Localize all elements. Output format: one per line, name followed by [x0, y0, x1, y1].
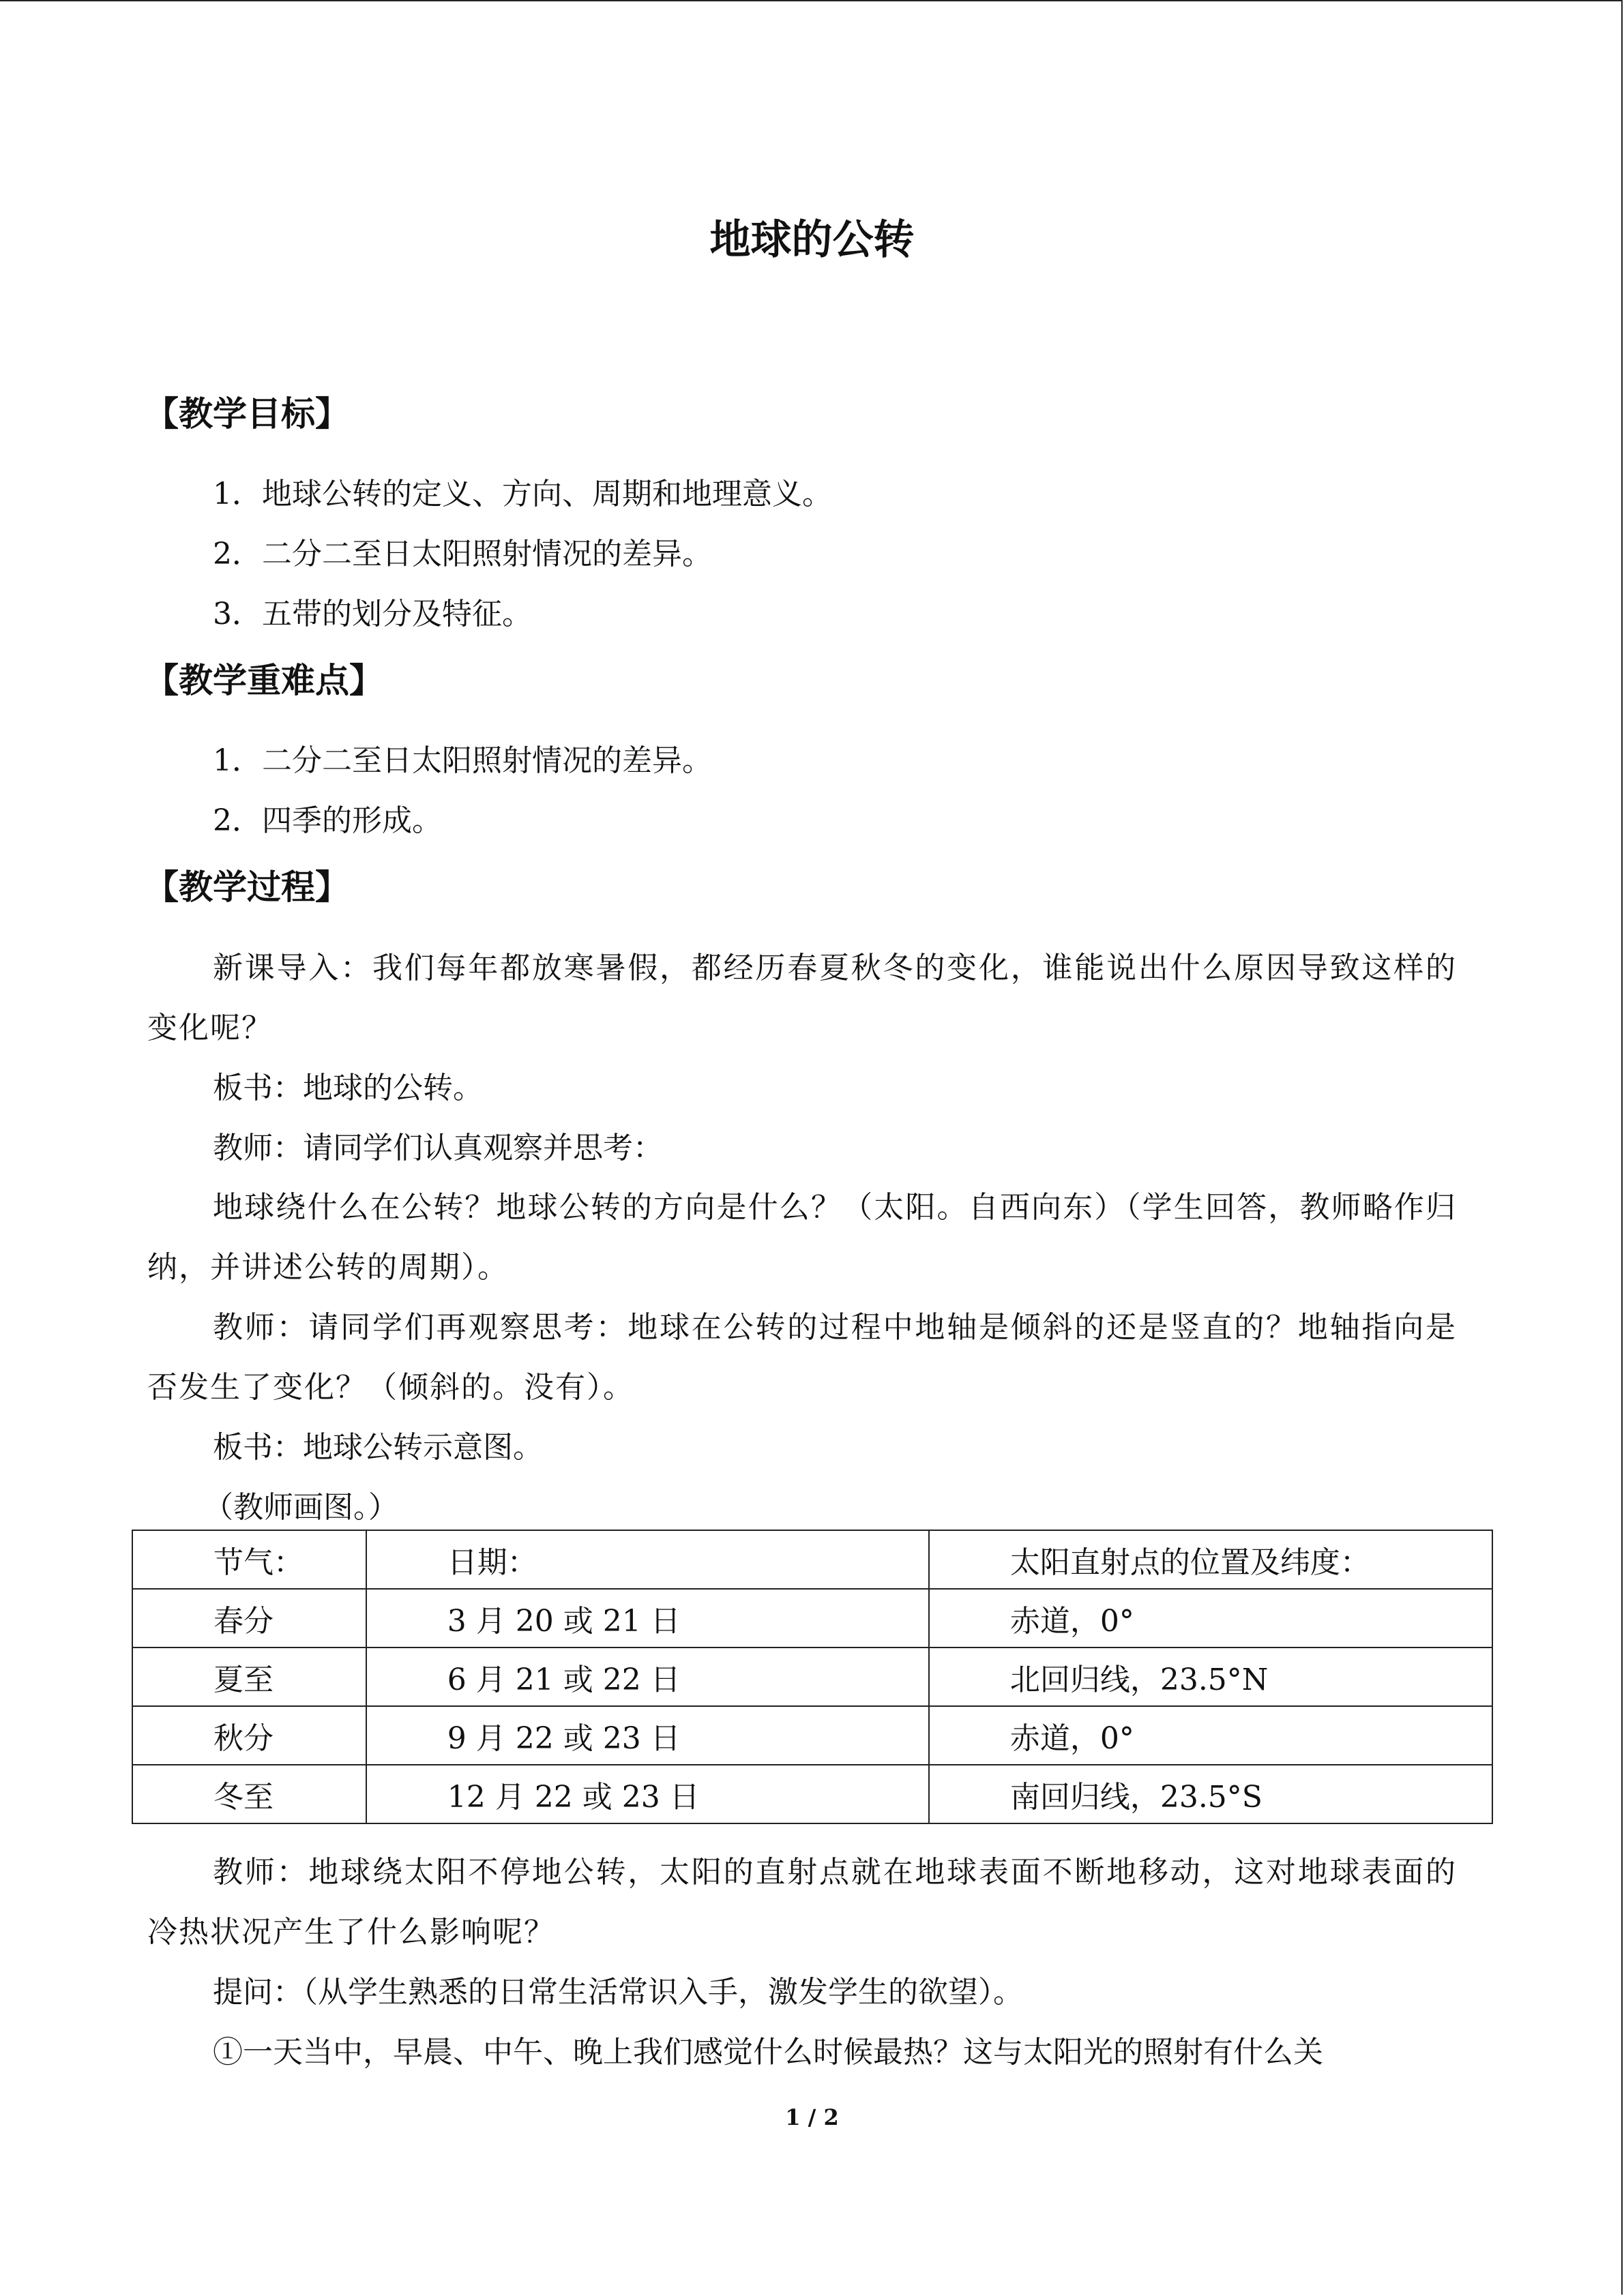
table-cell: 北回归线，23.5°N: [929, 1648, 1492, 1706]
table-cell: 南回归线，23.5°S: [929, 1765, 1492, 1823]
key-point-item-1: 1．二分二至日太阳照射情况的差异。: [213, 743, 712, 778]
table-row: [132, 1706, 1492, 1765]
table-row: [132, 1589, 1492, 1648]
process-paragraph-question-3: ①一天当中，早晨、中午、晚上我们感觉什么时候最热？这与太阳光的照射有什么关: [213, 2035, 1323, 2070]
objective-item-3: 3．五带的划分及特征。: [213, 597, 532, 631]
process-paragraph-question-2: 提问：（从学生熟悉的日常生活常识入手，激发学生的欲望）。: [213, 1975, 1023, 2010]
key-point-item-2: 2．四季的形成。: [213, 803, 442, 838]
process-paragraph-intro: 新课导入：我们每年都放寒暑假，都经历春夏秋冬的变化，谁能说出什么原因导致这样的变化呢？: [147, 951, 1457, 1045]
heading-key-points: 【教学重难点】: [145, 661, 383, 700]
table-cell: 春分: [132, 1589, 366, 1648]
page-number: 1 / 2: [785, 2104, 839, 2130]
table-header-cell: 太阳直射点的位置及纬度：: [929, 1530, 1492, 1589]
table-cell: 赤道，0°: [929, 1589, 1492, 1648]
document-title: 地球的公转: [709, 216, 915, 264]
heading-objectives: 【教学目标】: [145, 394, 349, 434]
table-row: [132, 1765, 1492, 1823]
objective-item-1: 1．地球公转的定义、方向、周期和地理意义。: [213, 477, 832, 511]
process-paragraph-question-1: 地球绕什么在公转？地球公转的方向是什么？（太阳。自西向东）（学生回答，教师略作归纳，并讲述公转的周期）。: [147, 1190, 1457, 1285]
process-paragraph-teacher-3: 教师：地球绕太阳不停地公转，太阳的直射点就在地球表面不断地移动，这对地球表面的冷热状况产生了什么影响呢？: [147, 1855, 1457, 1950]
solar-terms-table: [132, 1530, 1493, 1824]
table-cell: 3 月 20 或 21 日: [366, 1589, 929, 1648]
process-paragraph-drawing-note: （教师画图。）: [203, 1490, 398, 1525]
heading-process: 【教学过程】: [145, 867, 349, 907]
process-paragraph-teacher-1: 教师：请同学们认真观察并思考：: [213, 1131, 663, 1165]
table-cell: 夏至: [132, 1648, 366, 1706]
table-header-cell: 日期：: [366, 1530, 929, 1589]
process-paragraph-board-2: 板书：地球公转示意图。: [213, 1430, 543, 1465]
objective-item-2: 2．二分二至日太阳照射情况的差异。: [213, 537, 712, 571]
table-cell: 9 月 22 或 23 日: [366, 1706, 929, 1765]
process-paragraph-teacher-2: 教师：请同学们再观察思考：地球在公转的过程中地轴是倾斜的还是竖直的？地轴指向是否发生了变化？（倾斜的。没有）。: [147, 1310, 1457, 1405]
table-cell: 冬至: [132, 1765, 366, 1823]
table-header-row: [132, 1530, 1492, 1589]
table-header-cell: 节气：: [132, 1530, 366, 1589]
table-cell: 6 月 21 或 22 日: [366, 1648, 929, 1706]
table-row: [132, 1648, 1492, 1706]
table-cell: 12 月 22 或 23 日: [366, 1765, 929, 1823]
table-cell: 赤道，0°: [929, 1706, 1492, 1765]
process-paragraph-board-1: 板书：地球的公转。: [213, 1071, 483, 1105]
table-cell: 秋分: [132, 1706, 366, 1765]
